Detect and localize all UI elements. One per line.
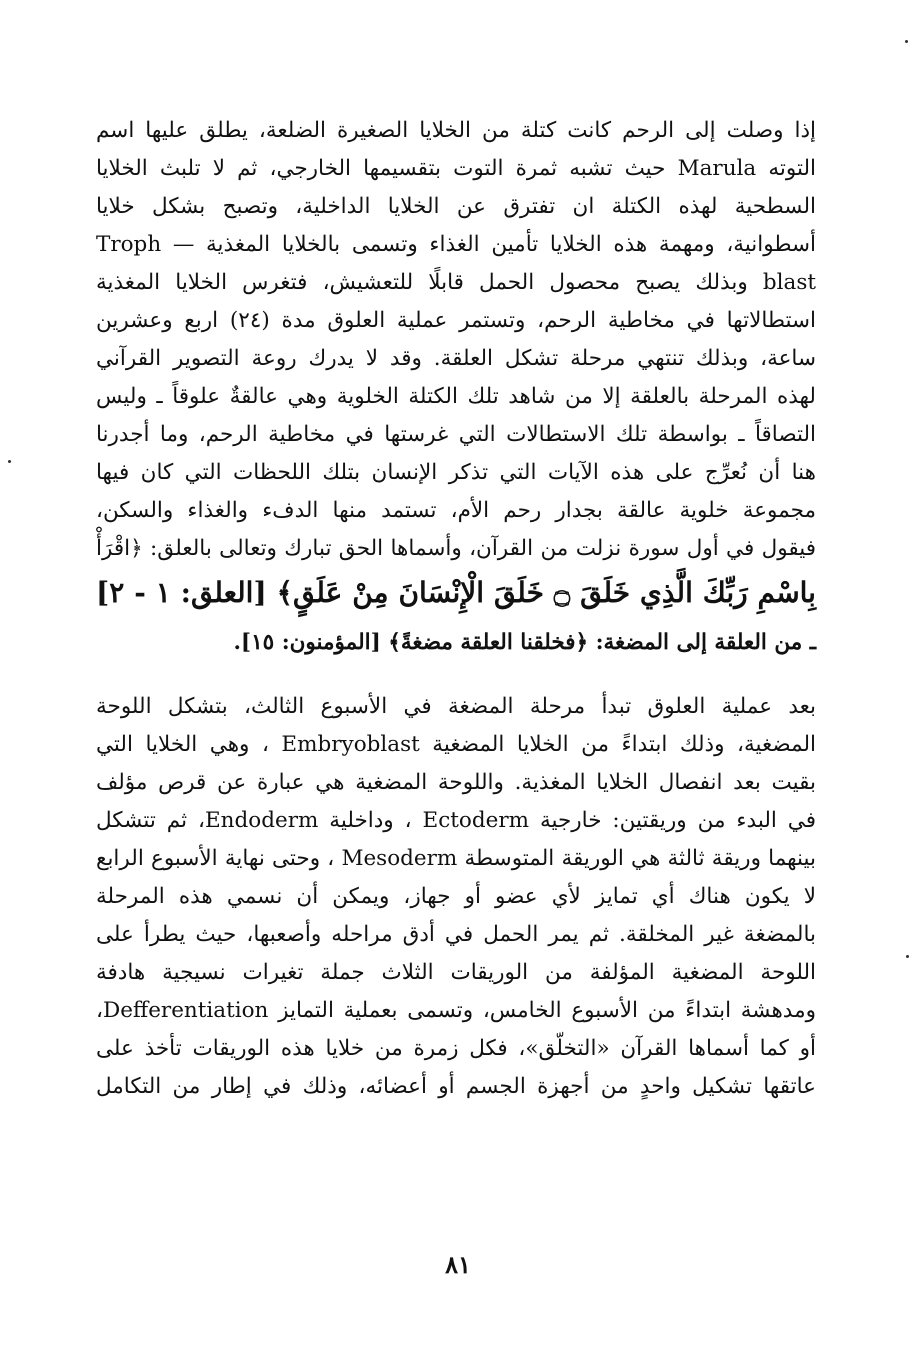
text-line: ومدهشة ابتداءً من الأسبوع الخامس، وتسمى بعملية التمايز Defferentiation، bbox=[96, 998, 816, 1023]
text-line: فيقول في أول سورة نزلت من القرآن، وأسماها الحق تبارك وتعالى بالعلق: ﴿اقْرَأْ bbox=[96, 536, 816, 561]
text-line: عاتقها تشكيل واحدٍ من أجهزة الجسم أو أعضائه، وذلك في إطار من التكامل bbox=[96, 1074, 816, 1099]
text-line: السطحية لهذه الكتلة ان تفترق عن الخلايا الداخلية، وتصبح بشكل خلايا bbox=[96, 194, 816, 219]
text-line: بينهما وريقة ثالثة هي الوريقة المتوسطة Mesoderm ، وحتى نهاية الأسبوع الرابع bbox=[96, 846, 816, 871]
text-line: التصاقاً ـ بواسطة تلك الاستطالات التي غرستها في مخاطية الرحم، وما أجدرنا bbox=[96, 422, 816, 447]
section-heading: ـ من العلقة إلى المضغة: ﴿فخلقنا العلقة مضغةً﴾ [المؤمنون: ١٥]. bbox=[233, 630, 816, 655]
text-line: التوته Marula حيث تشبه ثمرة التوت بتقسيمها الخارجي، ثم لا تلبث الخلايا bbox=[96, 156, 816, 181]
text-line: أو كما أسماها القرآن «التخلّق»، فكل زمرة من خلايا هذه الوريقات تأخذ على bbox=[96, 1036, 816, 1061]
scan-speck bbox=[905, 40, 908, 43]
quran-verse-line: بِاسْمِ رَبِّكَ الَّذِي خَلَقَ ۝ خَلَقَ الْإِنْسَانَ مِنْ عَلَقٍ﴾ [العلق: ١ - ٢] bbox=[96, 576, 816, 609]
text-line: بالمضغة غير المخلقة. ثم يمر الحمل في أدق مراحله وأصعبها، حيث يطرأ على bbox=[96, 922, 816, 947]
text-line: لا يكون هناك أي تمايز لأي عضو أو جهاز، ويمكن أن نسمي هذه المرحلة bbox=[96, 884, 816, 909]
text-line: ساعة، وبذلك تنتهي مرحلة تشكل العلقة. وقد لا يدرك روعة التصوير القرآني bbox=[96, 346, 816, 371]
text-line: اللوحة المضغية المؤلفة من الوريقات الثلاث جملة تغيرات نسيجية هادفة bbox=[96, 960, 816, 985]
paragraph-2 bbox=[96, 688, 816, 1106]
page-body bbox=[96, 112, 816, 1106]
text-line: blast وبذلك يصبح محصول الحمل قابلًا للتعشيش، فتغرس الخلايا المغذية bbox=[96, 270, 816, 295]
text-line: في البدء من وريقتين: خارجية Ectoderm ، وداخلية Endoderm، ثم تتشكل bbox=[96, 808, 816, 833]
text-line: لهذه المرحلة بالعلقة إلا من شاهد تلك الكتلة الخلوية وهي عالقةٌ علوقاً ـ وليس bbox=[96, 384, 816, 409]
text-line: المضغية، وذلك ابتداءً من الخلايا المضغية Embryoblast ، وهي الخلايا التي bbox=[96, 732, 816, 757]
text-line: إذا وصلت إلى الرحم كانت كتلة من الخلايا الصغيرة الضلعة، يطلق عليها اسم bbox=[96, 118, 816, 143]
paragraph-1 bbox=[96, 112, 816, 618]
text-line: أسطوانية، ومهمة هذه الخلايا تأمين الغذاء وتسمى بالخلايا المغذية — Troph bbox=[96, 232, 816, 257]
text-line: مجموعة خلوية عالقة بجدار رحم الأم، تستمد منها الدفء والغذاء والسكن، bbox=[96, 498, 816, 523]
text-line: هنا أن نُعرِّج على هذه الآيات التي تذكر الإنسان بتلك اللحظات التي كان فيها bbox=[96, 460, 816, 485]
text-line: بعد عملية العلوق تبدأ مرحلة المضغة في الأسبوع الثالث، بتشكل اللوحة bbox=[96, 694, 816, 719]
paragraph-gap bbox=[96, 662, 816, 688]
text-line: استطالاتها في مخاطية الرحم، وتستمر عملية العلوق مدة (٢٤) اربع وعشرين bbox=[96, 308, 816, 333]
scan-speck bbox=[8, 460, 11, 463]
text-line: بقيت بعد انفصال الخلايا المغذية. واللوحة المضغية هي عبارة عن قرص مؤلف bbox=[96, 770, 816, 795]
page-number: ٨١ bbox=[445, 1250, 471, 1279]
scan-speck bbox=[906, 955, 909, 958]
